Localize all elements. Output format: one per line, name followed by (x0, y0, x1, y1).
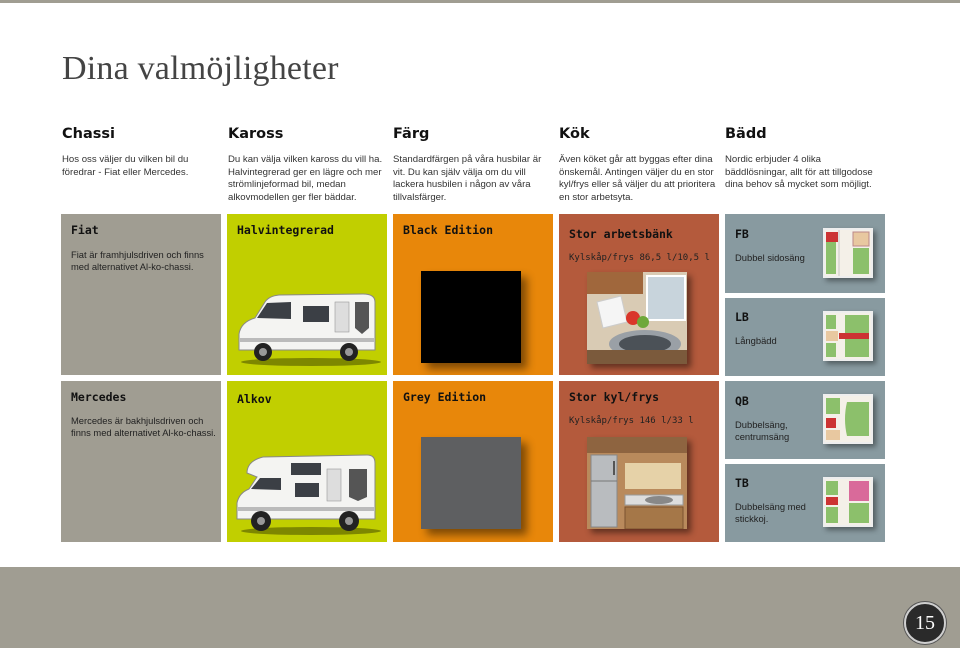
tile-text: Kylskåp/frys 146 l/33 l (569, 416, 694, 426)
tile-mercedes[interactable] (61, 381, 221, 542)
tile-text: Dubbelsäng med stickkoj. (735, 501, 806, 525)
tile-label: Stor kyl/frys (569, 390, 660, 404)
tile-text: Mercedes är bakhjulsdriven och finns med alternativet Al-ko-chassi. (71, 415, 216, 439)
kitchen-fridge-icon (587, 437, 687, 529)
tile-halvintegrerad[interactable] (227, 214, 387, 375)
floorplan-fb-icon (823, 228, 873, 278)
tile-label: Alkov (237, 392, 272, 406)
kitchen-fridge-photo (587, 437, 687, 529)
tile-label: Halvintegrerad (237, 223, 334, 237)
tile-label: Mercedes (71, 390, 127, 404)
tile-label: Stor arbetsbänk (569, 227, 673, 241)
tile-tb[interactable] (725, 464, 885, 542)
tile-fb[interactable] (725, 214, 885, 293)
text-chassi: Hos oss väljer du vilken bil du föredrar - Fiat eller Mercedes. (62, 154, 189, 178)
text-badd: Nordic erbjuder 4 olika bäddlösningar, allt för att tillgodose dina behov så mycket som möjligt. (725, 154, 873, 191)
heading-badd: Bädd (725, 126, 767, 142)
floorplan-qb-icon (823, 394, 873, 444)
tile-stor-arbetsbank[interactable] (559, 214, 719, 375)
tile-label: Fiat (71, 223, 99, 237)
tile-label: TB (735, 476, 749, 490)
floorplan-tb-icon (823, 477, 873, 527)
tile-stor-kyl-frys[interactable] (559, 381, 719, 542)
tile-text: Fiat är framhjulsdriven och finns med alternativet Al-ko-chassi. (71, 249, 204, 273)
heading-chassi: Chassi (62, 126, 115, 142)
tile-label: LB (735, 310, 749, 324)
tile-alkov[interactable] (227, 381, 387, 542)
tile-label: Grey Edition (403, 390, 487, 404)
tile-text: Långbädd (735, 335, 777, 346)
tile-text: Dubbelsäng, centrumsäng (735, 419, 790, 443)
page-number: 15 (904, 602, 946, 644)
page-title: Dina valmöjligheter (62, 50, 339, 87)
kitchen-worktop-photo (587, 272, 687, 364)
text-farg: Standardfärgen på våra husbilar är vit. Du kan själv välja om du vill lackera husbilen i någon av våra tillvalsfärger. (393, 154, 542, 203)
color-swatch-black (421, 271, 521, 363)
text-kok: Även köket går att byggas efter dina önskemål. Antingen väljer du en stor kyl/frys eller så väljer du att prioritera en stor arbetsyta. (559, 154, 716, 203)
top-rule (0, 0, 960, 3)
text-kaross: Du kan välja vilken kaross du vill ha. Halvintegrerad ger en lägre och mer strömlinjeformad bil, medan alkovmodellen ger fler bäddar. (228, 154, 383, 203)
tile-text: Dubbel sidosäng (735, 252, 805, 263)
tile-text: Kylskåp/frys 86,5 l/10,5 l (569, 253, 710, 263)
tile-lb[interactable] (725, 298, 885, 376)
tile-fiat[interactable] (61, 214, 221, 375)
kitchen-worktop-icon (587, 272, 687, 364)
footer-band (0, 567, 960, 648)
tile-qb[interactable] (725, 381, 885, 459)
floorplan-lb-icon (823, 311, 873, 361)
tile-label: QB (735, 394, 749, 408)
color-swatch-grey (421, 437, 521, 529)
tile-label: FB (735, 227, 749, 241)
tile-grey-edition[interactable] (393, 381, 553, 542)
heading-kaross: Kaross (228, 126, 284, 142)
motorhome-semi-integrated-icon (235, 288, 383, 368)
heading-farg: Färg (393, 126, 430, 142)
motorhome-alcove-icon (233, 447, 383, 537)
tile-label: Black Edition (403, 223, 494, 237)
heading-kok: Kök (559, 126, 590, 142)
tile-black-edition[interactable] (393, 214, 553, 375)
